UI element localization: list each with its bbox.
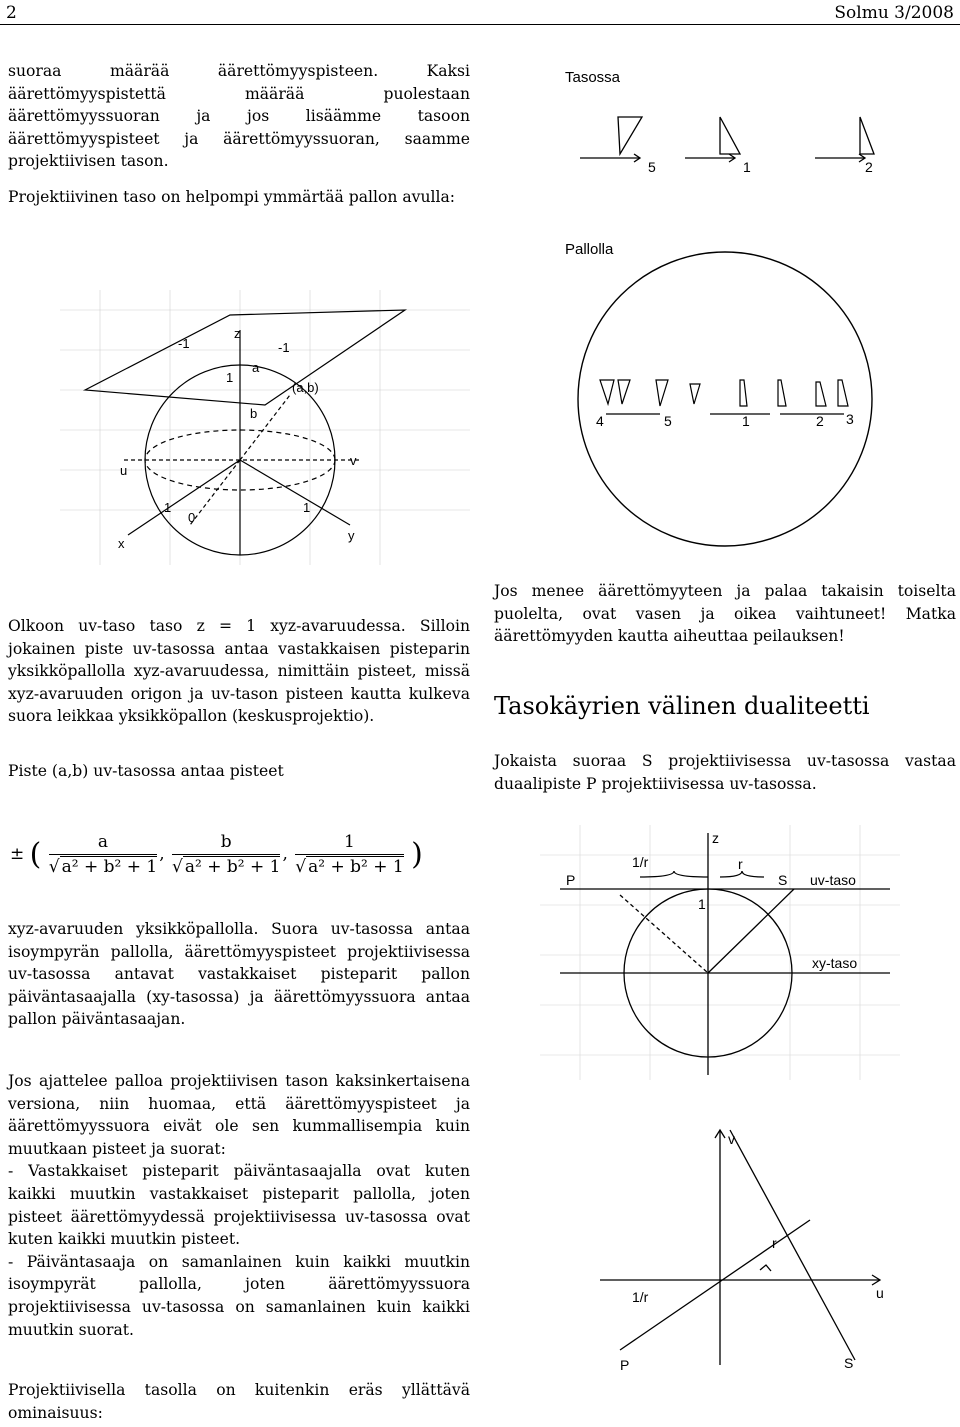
sphere-label: a	[252, 360, 260, 375]
journal-title: Solmu 3/2008	[834, 3, 954, 23]
tasossa-label: 5	[648, 159, 656, 175]
pallolla-label: 2	[816, 413, 824, 429]
tasossa-title: Tasossa	[565, 69, 621, 86]
left-para-1: suoraa määrää äärettömyyspisteen. Kaksi äärettömyyspistettä määrää puolestaan äärettömyyssuoran ja jos lisäämme tasoon äärettömyyspisteet ja äärettömyyssuoran, saamme projektiivisen tason.	[8, 62, 470, 171]
pallolla-title: Pallolla	[565, 241, 614, 258]
dual2-label: S	[844, 1355, 854, 1371]
sphere-label: x	[118, 536, 125, 551]
formula-num-a: a	[49, 832, 157, 855]
dual-figure-2	[560, 1120, 920, 1380]
sphere-label: u	[120, 463, 128, 478]
sphere-label: b	[250, 406, 258, 421]
sphere-figure	[60, 290, 470, 565]
formula-den: a² + b² + 1	[184, 857, 281, 877]
pallolla-figure	[560, 234, 880, 554]
dual2-label: v	[728, 1131, 735, 1147]
left-para-6-line: Jos ajattelee palloa projektiivisen tason kaksinkertaisena versiona, niin huomaa, että äärettömyyspisteet ja äärettömyyssuora eivät ole sen kummallisempia kuin muutkaan pisteet ja suorat:	[8, 1072, 470, 1158]
uv-plane	[85, 310, 405, 405]
left-para-6-line: - Vastakkaiset pisteparit päiväntasaajalla ovat kuten kaikki muutkin vastakkaiset pisteparit pallolla, joten pisteet äärettömyydessä projektiivisessa uv-tasossa ovat kuten kaikki muutkin pisteet.	[8, 1162, 470, 1249]
sphere-label: (a,b)	[292, 380, 319, 395]
sphere-label: z	[234, 326, 241, 341]
pallolla-circle	[578, 252, 872, 546]
dual1-label: S	[778, 872, 788, 888]
dual1-label: P	[566, 872, 576, 888]
pallolla-label: 1	[742, 413, 750, 429]
dual1-label: uv-taso	[810, 872, 856, 888]
pallolla-label: 4	[596, 413, 604, 429]
sphere-label: v	[350, 453, 357, 468]
dual1-label: 1/r	[632, 854, 649, 870]
sphere-label: y	[348, 528, 355, 543]
dual2-label: 1/r	[632, 1289, 649, 1305]
x-axis	[128, 460, 240, 535]
sphere-label: -1	[178, 336, 190, 351]
sphere-label: 0	[188, 510, 196, 525]
tasossa-label: 2	[865, 159, 873, 175]
sphere-label: -1	[278, 340, 290, 355]
sphere-label: 1	[164, 500, 172, 515]
dual1-label: 1	[698, 896, 706, 912]
dual2-label: u	[876, 1285, 884, 1301]
formula-den: a² + b² + 1	[308, 857, 404, 877]
left-para-5: xyz-avaruuden yksikköpallolla. Suora uv-tasossa antaa isoympyrän pallolla, äärettömyyspisteet projektiivisessa uv-tasossa antavat vastakkaiset pisteparit pallon päiväntasaajalla (xy-tasossa) ja äärettömyyssuora antaa pallon päiväntasaajan.	[8, 920, 470, 1029]
formula-den: a² + b² + 1	[61, 857, 158, 877]
tasossa-label: 1	[743, 159, 751, 175]
formula-num-b: b	[172, 832, 280, 855]
formula-num-1: 1	[295, 832, 403, 855]
dual2-label: r	[772, 1235, 777, 1251]
right-para-2: Jokaista suoraa S projektiivisessa uv-tasossa vastaa duaalipiste P projektiivisessa uv-tasossa.	[494, 752, 956, 793]
header-rule	[0, 24, 960, 25]
dual1-label: z	[712, 830, 719, 846]
formula-pm: ±	[10, 844, 25, 864]
right-para-1: Jos menee äärettömyyteen ja palaa takaisin toiselta puolelta, ovat vasen ja oikea vaihtuneet! Matka äärettömyyden kautta aiheuttaa peilauksen!	[494, 582, 956, 646]
tasossa-figure	[560, 62, 900, 177]
formula: ± ( $\frac{a}{\text{√ a² + b² + 1}}$ , $\frac{b}{\text{√ a² + b² + 1}}$ , $\frac{1}{\text{√ a² + b² + 1}}$ )	[10, 832, 423, 877]
left-para-6-line: - Päiväntasaaja on samanlainen kuin kaikki muutkin isoympyrät pallolla, joten äärettömyyssuora projektiivisessa uv-tasossa on samanlainen kuin kaikki muutkin suorat.	[8, 1252, 470, 1339]
dual-figure-1	[540, 825, 900, 1080]
left-para-2: Projektiivinen taso on helpompi ymmärtää pallon avulla:	[8, 188, 456, 206]
left-para-4: Piste (a,b) uv-tasossa antaa pisteet	[8, 762, 284, 780]
page-number: 2	[6, 3, 17, 23]
dual2-label: P	[620, 1357, 630, 1373]
left-para-3: Olkoon uv-taso taso z = 1 xyz-avaruudessa. Silloin jokainen piste uv-tasossa antaa vastakkaisen pisteparin yksikköpallolla xyz-avaruudessa, nimittäin pisteet, missä xyz-avaruuden origon ja uv-tason pisteen kautta kulkeva suora leikkaa yksikköpallon (keskusprojektio).	[8, 617, 470, 726]
section-heading: Tasokäyrien välinen dualiteetti	[494, 692, 870, 720]
left-para-6	[8, 1070, 470, 1341]
pallolla-label: 3	[846, 411, 854, 427]
dual1-label: r	[738, 856, 743, 872]
dual1-label: xy-taso	[812, 955, 858, 971]
pallolla-label: 5	[664, 413, 672, 429]
page-header	[0, 0, 960, 26]
left-para-7: Projektiivisella tasolla on kuitenkin eräs yllättävä ominaisuus:	[8, 1381, 470, 1422]
sphere-label: 1	[226, 370, 234, 385]
sphere-label: 1	[303, 500, 311, 515]
